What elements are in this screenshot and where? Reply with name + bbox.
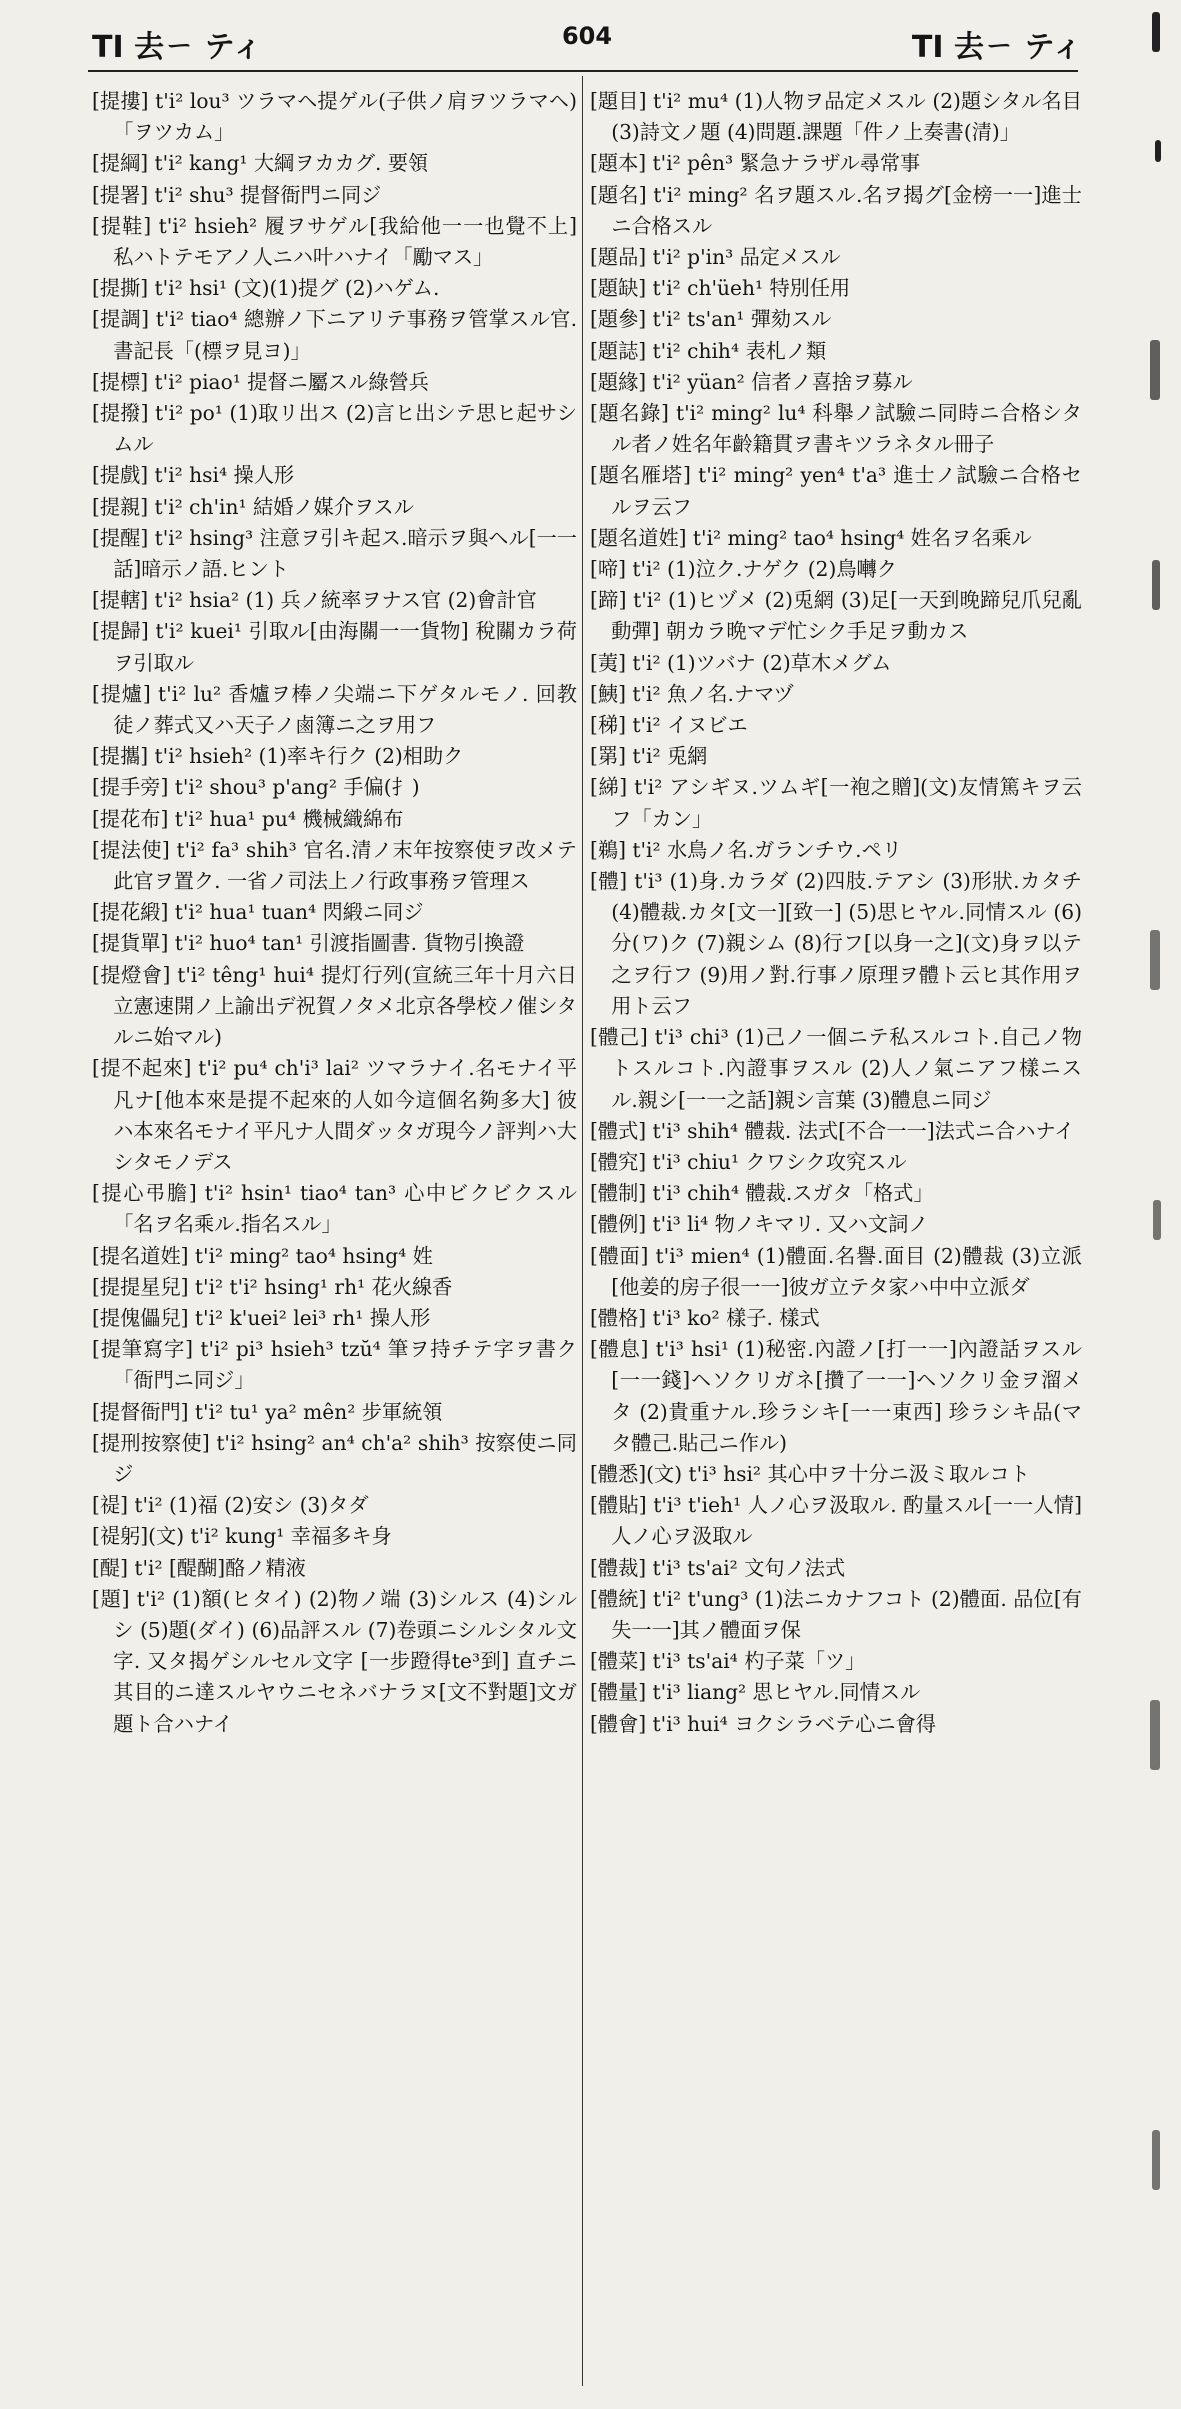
dictionary-entry: [啼] t'i² (1)泣ク.ナゲク (2)鳥囀ク <box>590 557 897 582</box>
dictionary-entry: [提綱] t'i² kang¹ 大綱ヲカカグ. 要領 <box>92 151 429 176</box>
dictionary-entry: [提心弔膽] t'i² hsin¹ tiao⁴ tan³ 心中ビクビクスル「名ヲ名乘ル.指名スル」 <box>92 1181 577 1237</box>
dictionary-entry: [體究] t'i³ chiu¹ クワシク攻究スル <box>590 1149 907 1174</box>
header-right: TI 去ㄧ ティ <box>911 30 1082 65</box>
scan-mark <box>1152 2130 1160 2190</box>
dictionary-entry: [題目] t'i² mu⁴ (1)人物ヲ品定メスル (2)題シタル名目 (3)詩文ノ題 (4)問題.課題「件ノ上奏書(清)」 <box>590 89 1082 145</box>
dictionary-entry: [提筆寫字] t'i² pi³ hsieh³ tzŭ⁴ 筆ヲ持チテ字ヲ書ク「衙門ニ同ジ」 <box>92 1337 577 1393</box>
dictionary-entry: [題緣] t'i² yüan² 信者ノ喜捨ヲ募ル <box>590 369 913 394</box>
dictionary-entry: [提爐] t'i² lu² 香爐ヲ棒ノ尖端ニ下ゲタルモノ. 回教徒ノ葬式又ハ天子ノ鹵簿ニ之ヲ用フ <box>92 681 577 738</box>
dictionary-entry: [題本] t'i² pên³ 緊急ナラザル尋常事 <box>590 151 921 176</box>
dictionary-entry: [提提星兒] t'i² t'i² hsing¹ rh¹ 花火線香 <box>92 1274 453 1299</box>
dictionary-entry: [提鞋] t'i² hsieh² 履ヲサゲル[我給他一一也覺不上] 私ハトテモアノ人ニハ叶ハナイ「勵マス」 <box>92 213 577 270</box>
dictionary-entry: [提法使] t'i² fa³ shih³ 官名.清ノ末年按察使ヲ改メテ此官ヲ置ク. 一省ノ司法上ノ行政事務ヲ管理ス <box>92 837 577 894</box>
dictionary-entry: [題名道姓] t'i² ming² tao⁴ hsing⁴ 姓名ヲ名乘ル <box>590 525 1032 550</box>
dictionary-entry: [題誌] t'i² chih⁴ 表札ノ類 <box>590 338 827 363</box>
left-column <box>92 86 577 2386</box>
scan-mark <box>1150 340 1160 400</box>
page-header <box>92 22 1082 65</box>
scan-mark <box>1150 930 1160 990</box>
dictionary-entry: [提調] t'i² tiao⁴ 總辦ノ下ニアリテ事務ヲ管掌スル官. 書記長「(標ヲ見ヨ)」 <box>92 307 577 363</box>
dictionary-entry: [鮧] t'i² 魚ノ名.ナマヅ <box>590 681 794 706</box>
dictionary-entry: [體] t'i³ (1)身.カラダ (2)四肢.テアシ (3)形狀.カタチ (4)體裁.カタ[文一][致一] (5)思ヒヤル.同情スル (6)分(ワ)ク (7)親シム (8)行フ[以身一之](文)身ヲ以テ之ヲ行フ (9)用ノ對.行事ノ原理ヲ體ト云ヒ其作用ヲ用ト云フ <box>590 869 1082 1018</box>
scan-mark <box>1152 560 1160 610</box>
dictionary-entry: [提名道姓] t'i² ming² tao⁴ hsing⁴ 姓 <box>92 1243 433 1268</box>
scan-mark <box>1150 1700 1160 1770</box>
dictionary-entry: [體面] t'i³ mien⁴ (1)體面.名譽.面目 (2)體裁 (3)立派[他姜的房子很一一]彼ガ立テタ家ハ中中立派ダ <box>590 1243 1082 1299</box>
dictionary-entry: [鵜] t'i² 水鳥ノ名.ガランチウ.ペリ <box>590 837 902 862</box>
dictionary-entry: [體例] t'i³ li⁴ 物ノキマリ. 又ハ文詞ノ <box>590 1212 929 1237</box>
dictionary-entry: [罤] t'i² 兎網 <box>590 744 708 769</box>
dictionary-entry: [體格] t'i³ ko² 樣子. 樣式 <box>590 1305 820 1330</box>
dictionary-entry: [題名錄] t'i² ming² lu⁴ 科舉ノ試驗ニ同時ニ合格シタル者ノ姓名年齡籍貫ヲ書キツラネタル冊子 <box>590 401 1082 457</box>
dictionary-entry: [禔躬](文) t'i² kung¹ 幸福多キ身 <box>92 1524 392 1549</box>
dictionary-entry: [題名雁塔] t'i² ming² yen⁴ t'a³ 進士ノ試驗ニ合格セルヲ云フ <box>590 463 1082 519</box>
dictionary-entry: [荑] t'i² (1)ツバナ (2)草木メグム <box>590 650 892 675</box>
dictionary-entry: [綈] t'i² アシギヌ.ツムギ[一袍之贈](文)友情篤キヲ云フ「カン」 <box>590 775 1082 831</box>
dictionary-entry: [題品] t'i² p'in³ 品定メスル <box>590 245 841 270</box>
dictionary-entry: [提不起來] t'i² pu⁴ ch'i³ lai² ツマラナイ.名モナイ平凡ナ[他本來是提不起來的人如今這個名夠多大] 彼ハ本來名モナイ平凡ナ人間ダッタガ現今ノ評判ハ大シタモノデス <box>92 1056 577 1174</box>
header-left: TI 去ㄧ ティ <box>92 30 263 65</box>
dictionary-entry: [體裁] t'i³ ts'ai² 文句ノ法式 <box>590 1555 846 1580</box>
dictionary-entry: [提督衙門] t'i² tu¹ ya² mên² 步軍統領 <box>92 1399 443 1424</box>
dictionary-entry: [醍] t'i² [醍醐]酪ノ精液 <box>92 1555 306 1580</box>
scan-mark <box>1152 12 1160 52</box>
dictionary-entry: [體量] t'i³ liang² 思ヒヤル.同情スル <box>590 1680 921 1705</box>
dictionary-entry: [提貨單] t'i² huo⁴ tan¹ 引渡指圖書. 貨物引換證 <box>92 931 525 956</box>
right-column <box>590 86 1082 2386</box>
dictionary-entry: [提花布] t'i² hua¹ pu⁴ 機械織綿布 <box>92 806 404 831</box>
dictionary-entry: [體制] t'i³ chih⁴ 體裁.スガタ「格式」 <box>590 1181 934 1206</box>
dictionary-entry: [蹄] t'i² (1)ヒヅメ (2)兎網 (3)足[一天到晚蹄兒爪兒亂動彈] 朝カラ晩マデ忙シク手足ヲ動カス <box>590 588 1082 644</box>
dictionary-entry: [提標] t'i² piao¹ 提督ニ屬スル綠營兵 <box>92 369 429 394</box>
header-rule <box>88 70 1078 72</box>
dictionary-entry: [稊] t'i² イヌビエ <box>590 713 748 738</box>
dictionary-entry: [體悉](文) t'i³ hsi² 其心中ヲ十分ニ汲ミ取ルコト <box>590 1461 1030 1486</box>
dictionary-entry: [題] t'i² (1)額(ヒタイ) (2)物ノ端 (3)シルス (4)シルシ (5)題(ダイ) (6)品評スル (7)卷頭ニシルシタル文字. 又タ揭ゲシルセル文字 [一步蹬得te³到] 直チニ其目的ニ達スルヤウニセネバナラヌ[文不對題]文ガ題ト合ハナイ <box>92 1586 577 1736</box>
dictionary-entry: [提親] t'i² ch'in¹ 結婚ノ媒介ヲスル <box>92 494 414 519</box>
scan-mark <box>1153 1200 1161 1240</box>
dictionary-entry: [提傀儡兒] t'i² k'uei² lei³ rh¹ 操人形 <box>92 1305 431 1330</box>
dictionary-entry: [題缺] t'i² ch'üeh¹ 特別任用 <box>590 276 851 301</box>
dictionary-entry: [體菜] t'i³ ts'ai⁴ 杓子菜「ツ」 <box>590 1649 866 1674</box>
dictionary-entry: [提醒] t'i² hsing³ 注意ヲ引キ起ス.暗示ヲ與ヘル[一一話]暗示ノ語.ヒント <box>92 525 577 582</box>
dictionary-entry: [提轄] t'i² hsia² (1) 兵ノ統率ヲナス官 (2)會計官 <box>92 588 537 613</box>
dictionary-entry: [題名] t'i² ming² 名ヲ題スル.名ヲ揭グ[金榜一一]進士ニ合格スル <box>590 182 1082 238</box>
scan-mark <box>1155 140 1161 162</box>
dictionary-entry: [體統] t'i² t'ung³ (1)法ニカナフコト (2)體面. 品位[有失一一]其ノ體面ヲ保 <box>590 1586 1082 1642</box>
dictionary-entry: [題參] t'i² ts'an¹ 彈劾スル <box>590 307 832 332</box>
column-divider <box>582 76 583 2386</box>
dictionary-entry: [提撥] t'i² po¹ (1)取リ出ス (2)言ヒ出シテ思ヒ起サシムル <box>92 401 577 457</box>
page-number: 604 <box>561 22 613 50</box>
dictionary-entry: [提署] t'i² shu³ 提督衙門ニ同ジ <box>92 182 382 207</box>
dictionary-entry: [體式] t'i³ shih⁴ 體裁. 法式[不合一一]法式ニ合ハナイ <box>590 1118 1075 1143</box>
dictionary-entry: [提摟] t'i² lou³ ツラマヘ提ゲル(子供ノ肩ヲツラマヘ)「ヲツカム」 <box>92 89 577 145</box>
dictionary-entry: [體己] t'i³ chi³ (1)己ノ一個ニテ私スルコト.自己ノ物トスルコト.內證事ヲスル (2)人ノ氣ニアフ樣ニスル.親シ[一一之話]親シ言葉 (3)體息ニ同ジ <box>590 1025 1082 1112</box>
dictionary-entry: [提刑按察使] t'i² hsing² an⁴ ch'a² shih³ 按察使ニ同ジ <box>92 1430 577 1486</box>
dictionary-entry: [禔] t'i² (1)福 (2)安シ (3)タダ <box>92 1493 369 1518</box>
dictionary-entry: [體息] t'i³ hsi¹ (1)秘密.內證ノ[打一一]內證話ヲスル[一一錢]ヘソクリガネ[攢了一一]ヘソクリ金ヲ溜メタ (2)貴重ナル.珍ラシキ[一一東西] 珍ラシキ品(マタ體己.貼己ニ作ル) <box>590 1337 1082 1455</box>
dictionary-entry: [提花緞] t'i² hua¹ tuan⁴ 閃緞ニ同ジ <box>92 900 424 925</box>
dictionary-entry: [提攜] t'i² hsieh² (1)率キ行ク (2)相助ク <box>92 744 464 769</box>
dictionary-entry: [提歸] t'i² kuei¹ 引取ル[由海關一一貨物] 稅關カラ荷ヲ引取ル <box>92 619 577 675</box>
dictionary-entry: [提燈會] t'i² têng¹ hui⁴ 提灯行列(宣統三年十月六日立憲速開ノ上諭出デ祝賀ノタメ北京各學校ノ催シタルニ始マル) <box>92 962 577 1050</box>
dictionary-entry: [提戲] t'i² hsi⁴ 操人形 <box>92 463 295 488</box>
dictionary-entry: [提撕] t'i² hsi¹ (文)(1)提グ (2)ハゲム. <box>92 276 440 301</box>
dictionary-entry: [提手旁] t'i² shou³ p'ang² 手偏(扌) <box>92 775 420 800</box>
dictionary-entry: [體貼] t'i³ t'ieh¹ 人ノ心ヲ汲取ル. 酌量スル[一一人情]人ノ心ヲ汲取ル <box>590 1493 1082 1549</box>
dictionary-entry: [體會] t'i³ hui⁴ ヨクシラベテ心ニ會得 <box>590 1711 937 1736</box>
